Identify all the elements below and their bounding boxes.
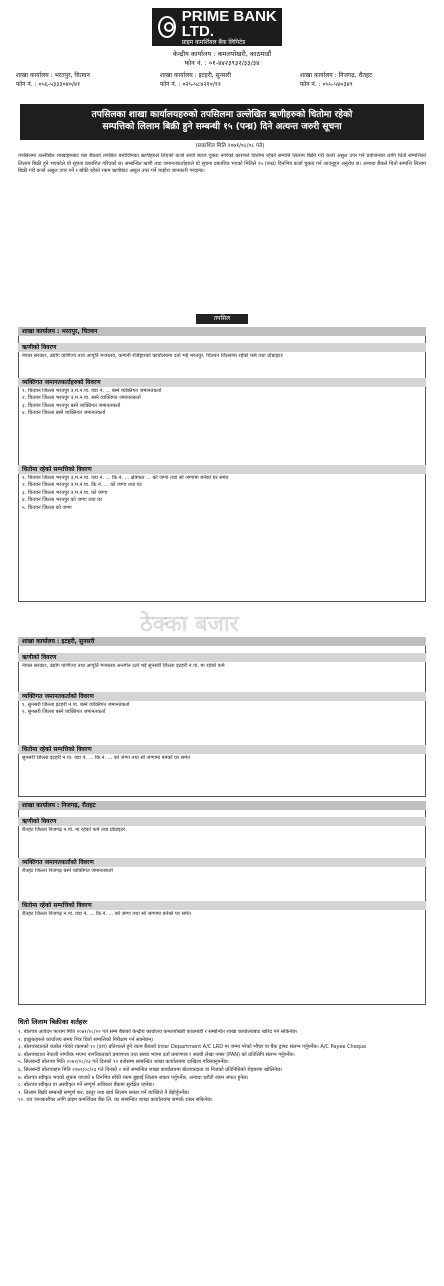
branch-1	[16, 71, 90, 89]
head-office-phone: फोन नं. : ०१-४४२३९३२/३३/३४	[184, 59, 260, 67]
branch-phone: फोन नं. : ०२५-५८४२१०/११	[160, 81, 221, 88]
title-line-2: सम्पत्तिको लिलाम बिक्री हुने सम्बन्धी १५ (पन्ध्र) दिने अत्यन्त जरुरी सूचना	[102, 122, 342, 132]
guarantor-list: १. चितवन जिल्ला भरतपुर उ.म.न.पा. वडा नं. ... बस्ने व्यक्तिगत जमानतकर्ता २. चितवन जिल्ला भरतपुर उ.म.न.पा. बस्ने व्यक्तिगत जमानतकर्ता ३. चितवन जिल्ला भरतपुर बस्ने व्यक्तिगत जमानतकर्ता ४. चितवन जिल्ला बस्ने व्यक्तिगत जमानतकर्ता	[22, 388, 162, 417]
rule-item: २. इच्छुकहरुले कार्यालय समय भित्र धितो सम्पत्तिको निरीक्षण गर्न सक्नेछन्।	[18, 1036, 154, 1043]
branch-name: शाखा कार्यालय : भरतपुर, चितवन	[16, 72, 90, 79]
rule-item: ९. लिलाम बिक्री सम्बन्धी सम्पूर्ण कर, दस्तुर तथा खर्च लिलाम सकार गर्ने व्यक्तिले नै बेहोर्नुपर्नेछ।	[18, 1089, 190, 1096]
title-line-1: तपसिलका शाखा कार्यालयहरुको तपसिलमा उल्लेखित ऋणीहरुको धितोमा रहेको	[91, 110, 353, 120]
borrower-details: नेपाल सरकार, उद्योग वाणिज्य तथा आपूर्ति मन्त्रालय अन्तर्गत दर्ता भई सुनसरी जिल्ला इटहरी न.पा. मा रहेको फर्म	[22, 663, 225, 669]
rules-title: धितो लिलाम बिक्रीका शर्तहरुः	[18, 1018, 88, 1026]
publish-date: (प्रकाशित मिति २०७१/०८/०८ गते)	[195, 143, 265, 149]
branch-name: शाखा कार्यालय : इटहरी, सुनसरी	[160, 72, 232, 79]
rule-item: १. बोलपत्र आवेदन फाराम मिति २०७१/०८/२२ गते सम्म बैंकको केन्द्रीय कार्यालय कमलपोखरी काठमाडौं र सम्बन्धित शाखा कार्यालयबाट खरिद गर्न सकिनेछ।	[18, 1029, 298, 1035]
brand-subtitle: प्राइम कमर्शियल बैंक लिमिटेड	[181, 38, 246, 46]
branch-heading-nijgadh: शाखा कार्यालय : निजगढ़, रौतहट	[18, 801, 426, 810]
guarantor-heading: व्यक्तिगत जमानतकर्ताहरुको विवरण	[18, 378, 426, 387]
rule-item: ५. सिलबन्दी बोलपत्र मिति २०७१/०८/२३ गते दिनको १२ बजेसम्म सम्बन्धित शाखा कार्यालयमा दाखिला गरिसक्नुपर्नेछ।	[18, 1059, 229, 1066]
brand-name: PRIME BANK LTD.	[181, 7, 277, 40]
guarantor-list: १. सुनसरी जिल्ला इटहरी न.पा. बस्ने व्यक्तिगत जमानतकर्ता २. सुनसरी जिल्ला बस्ने व्यक्तिगत जमानतकर्ता	[22, 702, 130, 716]
guarantor-list: रौतहट जिल्ला निजगढ़ बस्ने व्यक्तिगत जमानतकर्ता	[22, 868, 113, 874]
rule-item: १०. थप जानकारीका लागि प्राइम कमर्शियल बैंक लि. का सम्बन्धित शाखा कार्यालयमा सम्पर्क राख्न सकिनेछ।	[18, 1097, 213, 1104]
collateral-heading: धितोमा रहेको सम्पत्तिको विवरण	[18, 465, 426, 474]
intro-paragraph: तपसिलमा उल्लेखित शाखाहरुबाट यस बैंकको तपसिल बमोजिमका ऋणीहरुले लिएको कर्जा सावाँ ब्याज चुक्ता नगरेको कारणले धितोमा रहेको सम्पत्ति लिलाम बिक्री गरी कर्जा असुल उपर गर्ने प्रयोजनका लागि धितो सम्पत्तिको लिलाम बिक्री हुने भएकोले यो सूचना प्रकाशित गरिएको छ। सम्बन्धित ऋणी तथा जमानतकर्ताहरुले यो सूचना प्रकाशित भएको मितिले १५ (पन्ध्र) दिनभित्र कर्जा चुक्ता गर्न आउनुहुन अनुरोध छ। अन्यथा बैंकले धितो सम्पत्ति लिलाम बिक्री गरी कर्जा असुल उपर गर्ने र बाँकी रहेको रकम ऋणीबाट असुल उपर गर्ने व्यहोरा जानकारी गराइन्छ।	[18, 153, 426, 175]
bank-logo-icon	[158, 16, 176, 38]
rule-item: ८. बोलपत्र स्वीकृत वा अस्वीकृत गर्ने सम्पूर्ण अधिकार बैंकमा सुरक्षित रहनेछ।	[18, 1082, 154, 1089]
borrower-heading: ऋणीको विवरण	[18, 343, 426, 352]
collateral-list: १. चितवन जिल्ला भरतपुर उ.म.न.पा. वडा नं. ... कि.नं. ... क्षेत्रफल ... को जग्गा तथा सो जग्गामा बनेको घर समेत २. चितवन जिल्ला भरतपुर उ.म.न.पा. कि.नं. ... को जग्गा तथा घर ३. चितवन जिल्ला भरतपुर उ.म.न.पा. को जग्गा ४. चितवन जिल्ला भरतपुर को जग्गा तथा घर ५. चितवन जिल्ला को जग्गा	[22, 475, 229, 511]
rule-item: ४. बोलपत्रदाता नेपाली नागरिक भएमा नागरिकताको प्रमाणपत्र तथा संस्था भएमा दर्ता प्रमाणपत्र र स्थायी लेखा नम्बर (PAN) को प्रतिलिपि संलग्न गर्नुपर्नेछ।	[18, 1051, 295, 1058]
borrower-details: नेपाल सरकार, उद्योग वाणिज्य तथा आपूर्ति मन्त्रालय, कम्पनी रजिष्ट्रारको कार्यालयमा दर्ता भई भरतपुर, चितवन जिल्लामा रहेको फर्म तथा प्रोप्राइटर	[22, 353, 283, 359]
notice-title	[20, 104, 424, 140]
guarantor-heading: व्यक्तिगत जमानतकर्ताको विवरण	[18, 858, 426, 867]
rule-item: ७. बोलपत्र स्वीकृत भएको सूचना पाएको ७ दिनभित्र बाँकी रकम बुझाई लिलाम सकार गर्नुपर्नेछ, अन्यथा धरौटी रकम जफत हुनेछ।	[18, 1074, 249, 1081]
head-office: केन्द्रीय कार्यालय : कमलपोखरी, काठमाडौं	[172, 50, 272, 58]
bank-logo	[152, 8, 282, 46]
branch-phone: फोन नं. : ०५६-५३३३०४०/४१	[16, 81, 81, 88]
collateral-heading: धितोमा रहेको सम्पत्तिको विवरण	[18, 745, 426, 754]
borrower-details: रौतहट जिल्ला निजगढ़ न.पा. मा रहेको फर्म तथा प्रोप्राइटर	[22, 827, 126, 833]
branch-heading-bharatpur: शाखा कार्यालय : भरतपुर, चितवन	[18, 327, 426, 336]
branch-2	[160, 71, 231, 89]
watermark: ठेक्का बजार	[140, 612, 239, 637]
collateral-list: सुनसरी जिल्ला इटहरी न.पा. वडा नं. ... कि.नं. ... को जग्गा तथा सो जग्गामा बनेको घर समेत	[22, 755, 190, 761]
branch-name: शाखा कार्यालय : निजगढ़, रौतहट	[300, 72, 373, 79]
borrower-heading: ऋणीको विवरण	[18, 653, 426, 662]
collateral-heading: धितोमा रहेको सम्पत्तिको विवरण	[18, 901, 426, 910]
branch-phone: फोन नं. : ०५५-५४०३४९	[300, 81, 353, 88]
branch-3	[300, 71, 372, 89]
branch-heading-itahari: शाखा कार्यालय : इटहरी, सुनसरी	[18, 637, 426, 646]
guarantor-heading: व्यक्तिगत जमानतकर्ताको विवरण	[18, 692, 426, 701]
collateral-list: रौतहट जिल्ला निजगढ़ न.पा. वडा नं. ... कि.नं. ... को जग्गा तथा सो जग्गामा बनेको घर समेत	[22, 911, 191, 917]
borrower-heading: ऋणीको विवरण	[18, 817, 426, 826]
tapasil-badge: तपसिल	[196, 314, 248, 324]
header	[0, 0, 444, 100]
rule-item: ३. बोलपत्रदाताले कबोल गरेको रकमको १० (दश) प्रतिशतले हुने रकम बैंकको Inter Department A/C LRD मा जम्मा गरेको भौचर वा बैंक ड्राफ्ट संलग्न गर्नुपर्नेछ। A/C Payee Cheque	[18, 1044, 367, 1051]
rule-item: ६. सिलबन्दी बोलपत्रहरु मिति २०७१/०८/२३ गते दिनको २ बजे सम्बन्धित शाखा कार्यालयमा बोलपत्रदाता वा निजको प्रतिनिधिको रोहबरमा खोलिनेछ।	[18, 1066, 283, 1073]
rules-list	[18, 1029, 426, 1281]
